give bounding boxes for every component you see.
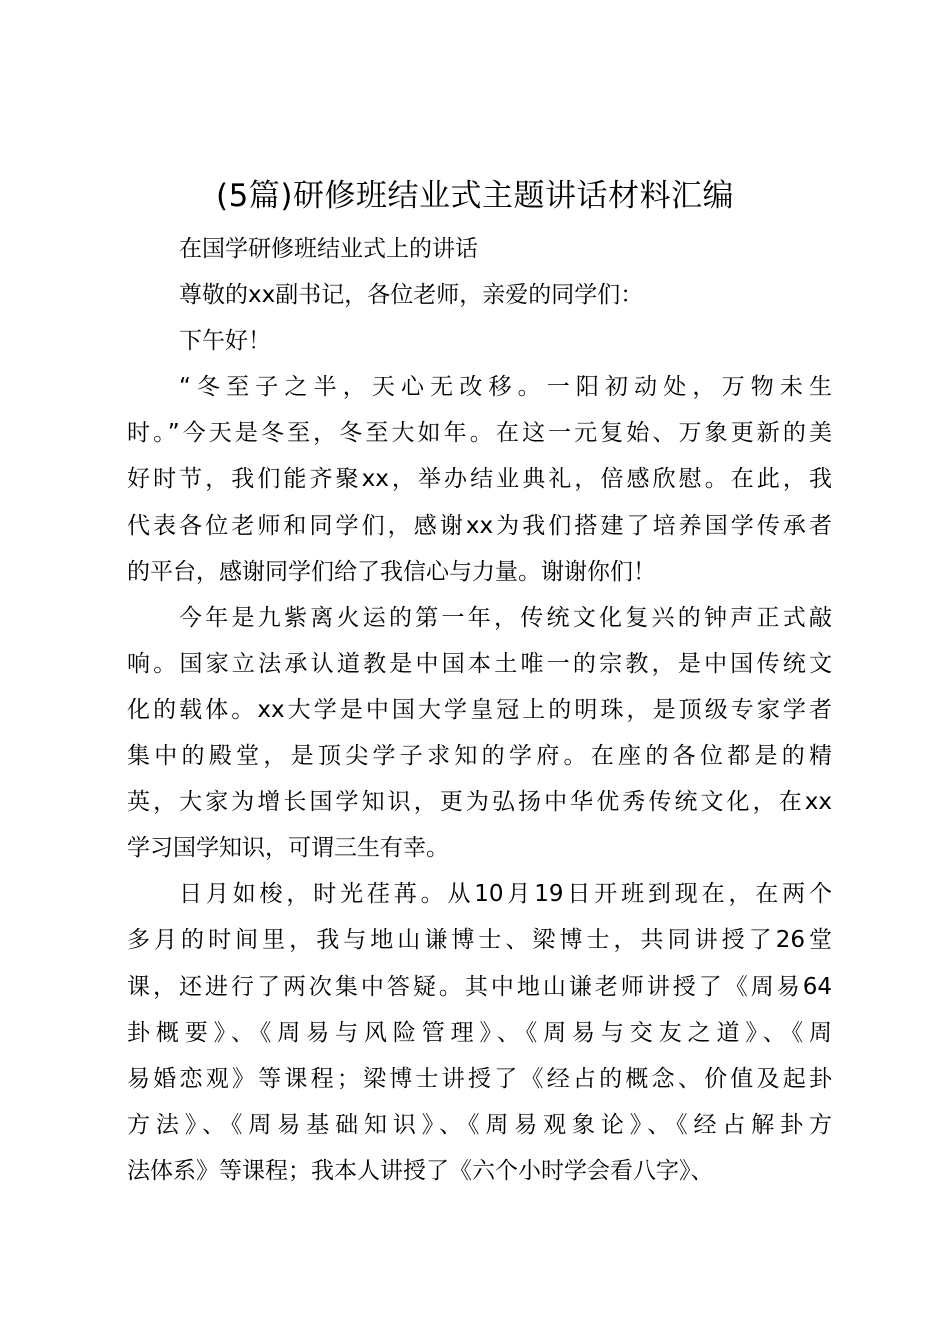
document-title: (5篇)研修班结业式主题讲话材料汇编 <box>216 178 734 214</box>
text-line: “冬至子之半，天心无改移。一阳初动处，万物未生 <box>179 374 832 401</box>
salutation <box>127 272 832 318</box>
text-line: 今年是九紫离火运的第一年，传统文化复兴的钟声正式敲 <box>179 604 832 631</box>
paragraph-culture <box>127 595 832 872</box>
text-line: 法体系》等课程；我本人讲授了《六个小时学会看八字》、 <box>127 1157 714 1184</box>
text-line: 日月如梭，时光荏苒。从10月19日开班到现在，在两个 <box>179 881 832 908</box>
text-line: 的平台，感谢同学们给了我信心与力量。谢谢你们！ <box>127 558 656 585</box>
text-line: 易婚恋观》等课程；梁博士讲授了《经占的概念、价值及起卦 <box>127 1065 832 1092</box>
text-line: 集中的殿堂，是顶尖学子求知的学府。在座的各位都是的精 <box>127 743 832 770</box>
greeting <box>127 318 832 364</box>
text-line: 在国学研修班结业式上的讲话 <box>179 236 478 262</box>
text-line: 课，还进行了两次集中答疑。其中地山谦老师讲授了《周易64 <box>127 973 832 1000</box>
text-line: 方法》、《周易基础知识》、《周易观象论》、《经占解卦方 <box>127 1111 832 1138</box>
paragraph-courses <box>127 871 832 1194</box>
text-line: 下午好！ <box>179 328 271 355</box>
text-line: 好时节，我们能齐聚xx，举办结业典礼，倍感欣慰。在此，我 <box>127 466 832 493</box>
text-line: 尊敬的xx副书记，各位老师，亲爱的同学们： <box>179 282 644 309</box>
text-line: 学习国学知识，可谓三生有幸。 <box>127 835 449 862</box>
text-line: 代表各位老师和同学们，感谢xx为我们搭建了培养国学传承者 <box>127 512 832 539</box>
text-line: 卦概要》、《周易与风险管理》、《周易与交友之道》、《周 <box>127 1019 832 1046</box>
paragraph-opening <box>127 364 832 594</box>
text-line: 时。”今天是冬至，冬至大如年。在这一元复始、万象更新的美 <box>127 420 832 447</box>
document-body <box>127 226 832 1194</box>
speech-subtitle <box>127 226 832 272</box>
text-line: 英，大家为增长国学知识，更为弘扬中华优秀传统文化，在xx <box>127 789 832 816</box>
text-line: 多月的时间里，我与地山谦博士、梁博士，共同讲授了26堂 <box>127 927 832 954</box>
text-line: 化的载体。xx大学是中国大学皇冠上的明珠，是顶级专家学者 <box>127 696 832 723</box>
text-line: 响。国家立法承认道教是中国本土唯一的宗教，是中国传统文 <box>127 650 832 677</box>
